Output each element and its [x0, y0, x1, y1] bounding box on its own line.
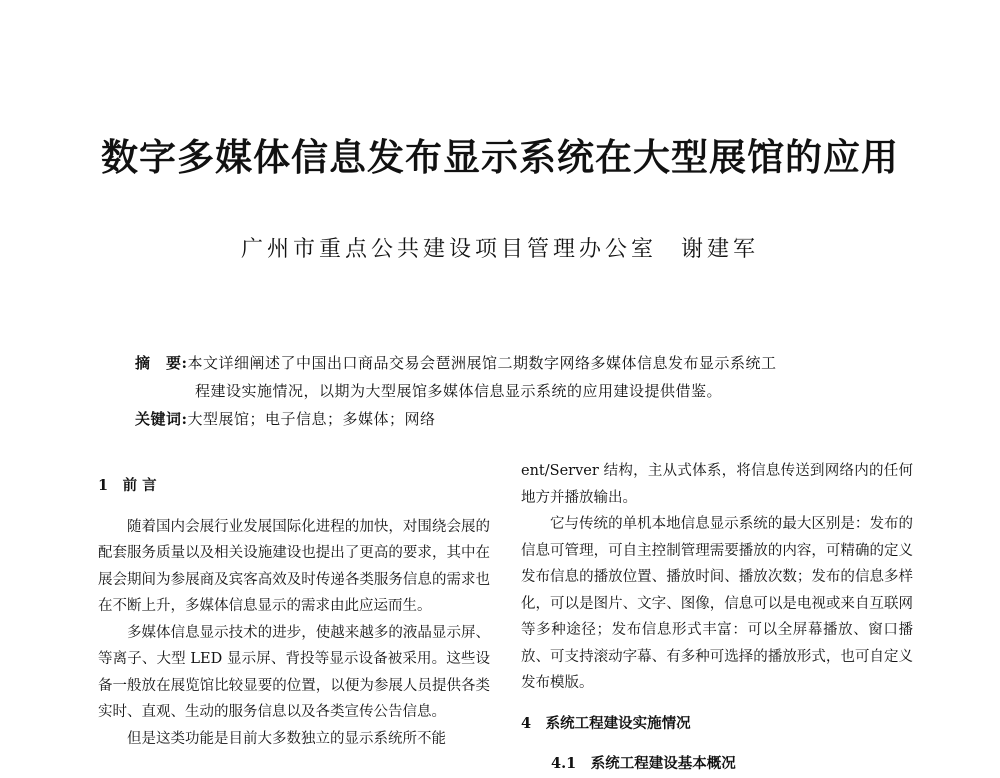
- subsection-heading-overview: 4.1 系统工程建设基本概况: [551, 755, 736, 772]
- abstract-text-1: 本文详细阐述了中国出口商品交易会琶洲展馆二期数字网络多媒体信息发布显示系统工: [187, 354, 777, 372]
- section-heading-intro: 1 前 言: [98, 477, 157, 494]
- author-name: 谢建军: [681, 237, 760, 262]
- section-heading-implementation: 4 系统工程建设实施情况: [521, 714, 691, 732]
- abstract-block: [135, 349, 880, 433]
- keywords-text: 大型展馆；电子信息；多媒体；网络: [187, 410, 436, 428]
- left-column: [98, 473, 490, 752]
- author-affiliation: 广州市重点公共建设项目管理办公室: [240, 237, 657, 262]
- continuation-paragraph: ent/Server 结构，主从式体系，将信息传送到网络内的任何地方并播放输出。: [521, 463, 913, 506]
- abstract-line-2: 程建设实施情况，以期为大型展馆多媒体信息显示系统的应用建设提供借鉴。: [195, 382, 723, 400]
- keywords-label: 关键词:: [135, 410, 188, 428]
- abstract-label: 摘 要:: [135, 354, 188, 372]
- comparison-paragraph: 它与传统的单机本地信息显示系统的最大区别是：发布的信息可管理，可自主控制管理需要播放的内容，可精确的定义发布信息的播放位置、播放时间、播放次数；发布的信息多样化，可以是图片、文字、图像，信息可以是电视或来自互联网等多种途径；发布信息形式丰富：可以全屏幕播放、窗口播放、可支持滚动字幕、有多种可选择的播放形式，也可自定义发布模版。: [521, 516, 913, 691]
- paper-title: 数字多媒体信息发布显示系统在大型展馆的应用: [101, 135, 899, 179]
- keywords-line: [135, 405, 880, 433]
- right-column: [521, 458, 913, 778]
- intro-paragraph-2: 多媒体信息显示技术的进步，使越来越多的液晶显示屏、等离子、大型 LED 显示屏、背投等显示设备被采用。这些设备一般放在展览馆比较显要的位置，以便为参展人员提供各类实时、直观、生动的服务信息以及各类宣传公告信息。: [98, 624, 490, 720]
- abstract-line-1: [135, 349, 880, 377]
- author-line: [0, 232, 1000, 263]
- intro-paragraph-1: 随着国内会展行业发展国际化进程的加快，对围绕会展的配套服务质量以及相关设施建设也提出了更高的要求，其中在展会期间为参展商及宾客高效及时传递各类服务信息的需求也在不断上升，多媒体信息显示的需求由此应运而生。: [98, 518, 490, 614]
- intro-paragraph-3: 但是这类功能是目前大多数独立的显示系统所不能: [127, 730, 446, 747]
